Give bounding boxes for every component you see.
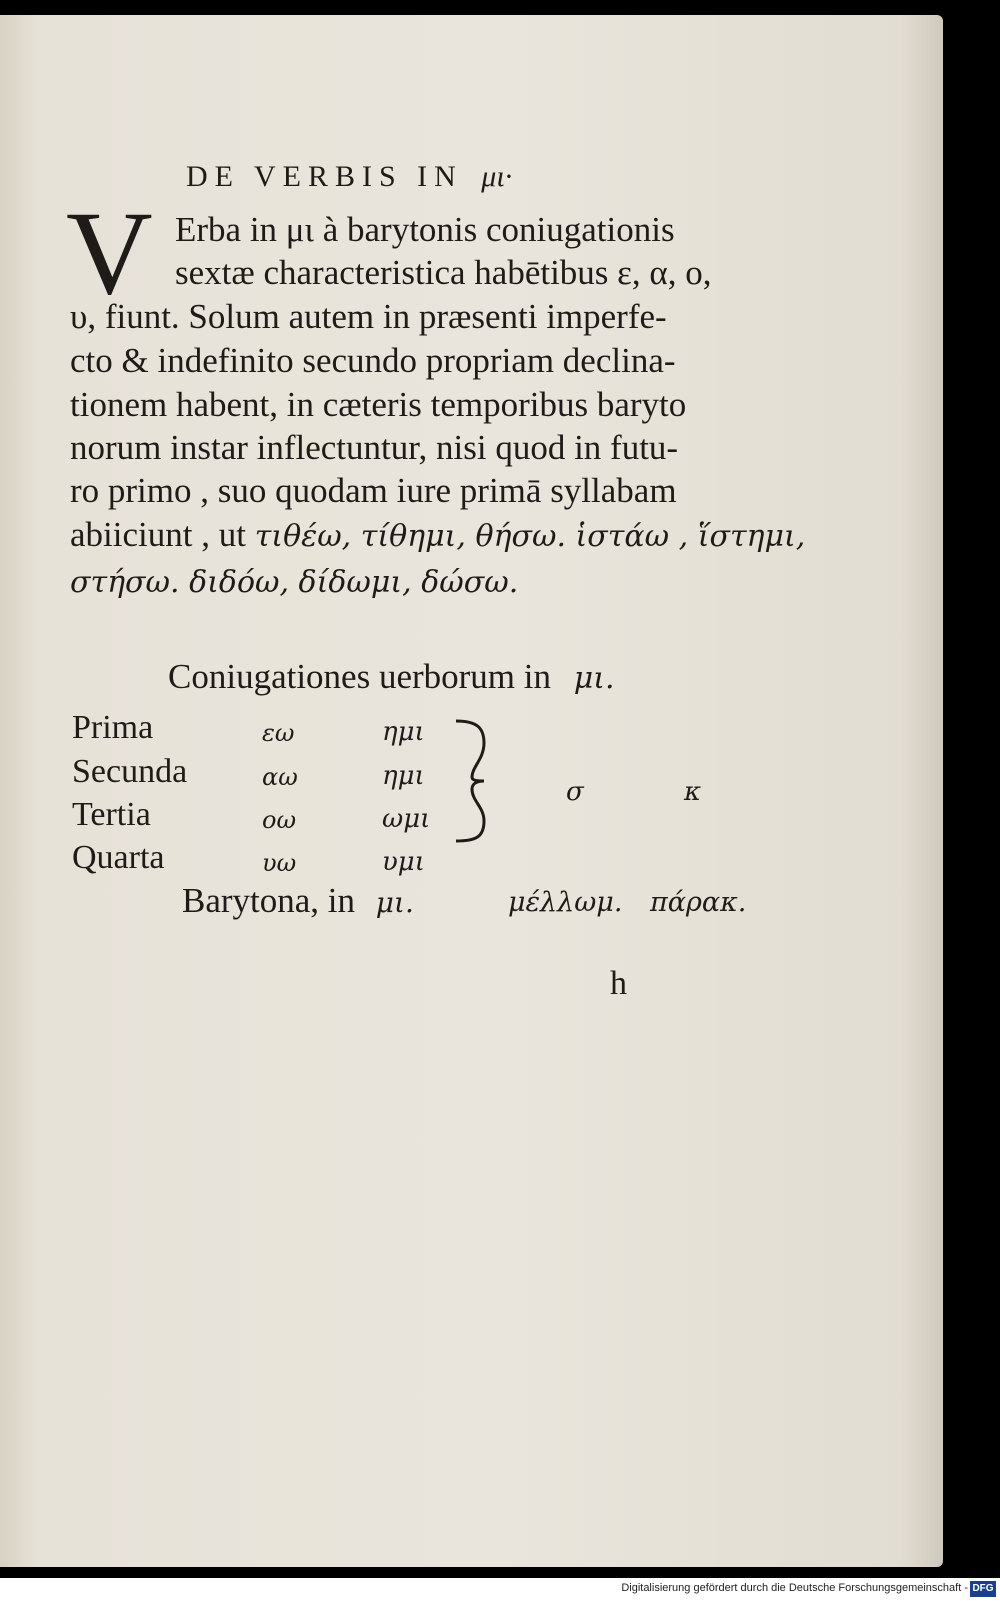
row-g1-quarta: υω — [262, 849, 297, 877]
barytona-greek: μι. — [375, 886, 414, 919]
body-line-6: norum instar inflectuntur, nisi quod in futu- — [70, 428, 679, 467]
drop-capital: V — [66, 186, 153, 319]
row-label-tertia: Tertia — [72, 796, 151, 833]
header-title: DE VERBIS IN — [186, 160, 463, 193]
barytona-example-1: μέλλωμ. — [508, 887, 623, 918]
body-line-1: Erba in μι à barytonis coniugationis — [175, 210, 675, 249]
body-line-4: cto & indefinito secundo propriam declina- — [70, 341, 676, 380]
signature-mark: h — [610, 965, 627, 1002]
row-label-secunda: Secunda — [72, 753, 188, 790]
page-header — [186, 160, 512, 194]
kappa-letter: κ — [684, 777, 702, 807]
greek-examples-2: στήσω. διδόω, δίδωμι, δώσω. — [70, 565, 519, 600]
body-line-3: υ, fiunt. Solum autem in præsenti imperfe- — [70, 297, 667, 336]
section-subtitle — [168, 657, 615, 697]
row-g1-prima: εω — [262, 719, 295, 747]
row-g2-secunda: ημι — [382, 761, 425, 791]
row-g2-prima: ημι — [382, 717, 425, 747]
row-label-prima: Prima — [72, 709, 154, 746]
barytona-line — [182, 881, 414, 921]
row-label-quarta: Quarta — [72, 839, 165, 876]
barytona-text: Barytona, in — [182, 881, 356, 920]
subtitle-greek: μι. — [573, 661, 615, 696]
sigma-letter: σ — [566, 777, 584, 807]
subtitle-text: Coniugationes uerborum in — [168, 657, 552, 696]
dfg-logo: DFG — [970, 1581, 996, 1597]
greek-examples-1: τιθέω, τίθημι, θήσω. ἱστάω , ἵστημι, — [254, 519, 806, 554]
digitization-footer — [0, 1578, 1000, 1601]
body-line-7: ro primo , suo quodam iure primā syllabam — [70, 471, 677, 510]
row-g1-secunda: αω — [262, 763, 298, 791]
body-line-8-latin: abiiciunt , ut — [70, 515, 246, 554]
body-line-5: tionem habent, in cæteris temporibus baryto — [70, 385, 687, 424]
body-line-8 — [70, 515, 805, 557]
curly-brace-icon — [448, 715, 498, 845]
row-g2-quarta: υμι — [382, 847, 425, 877]
barytona-example-2: πάρακ. — [650, 887, 747, 918]
footer-credit: Digitalisierung gefördert durch die Deutsche Forschungsgemeinschaft - — [621, 1582, 968, 1594]
body-line-2: sextæ characteristica habētibus ε, α, ο, — [175, 253, 712, 292]
header-greek: μι· — [481, 160, 513, 193]
row-g1-tertia: οω — [262, 806, 297, 834]
book-page — [0, 15, 943, 1567]
row-g2-tertia: ωμι — [382, 804, 431, 834]
